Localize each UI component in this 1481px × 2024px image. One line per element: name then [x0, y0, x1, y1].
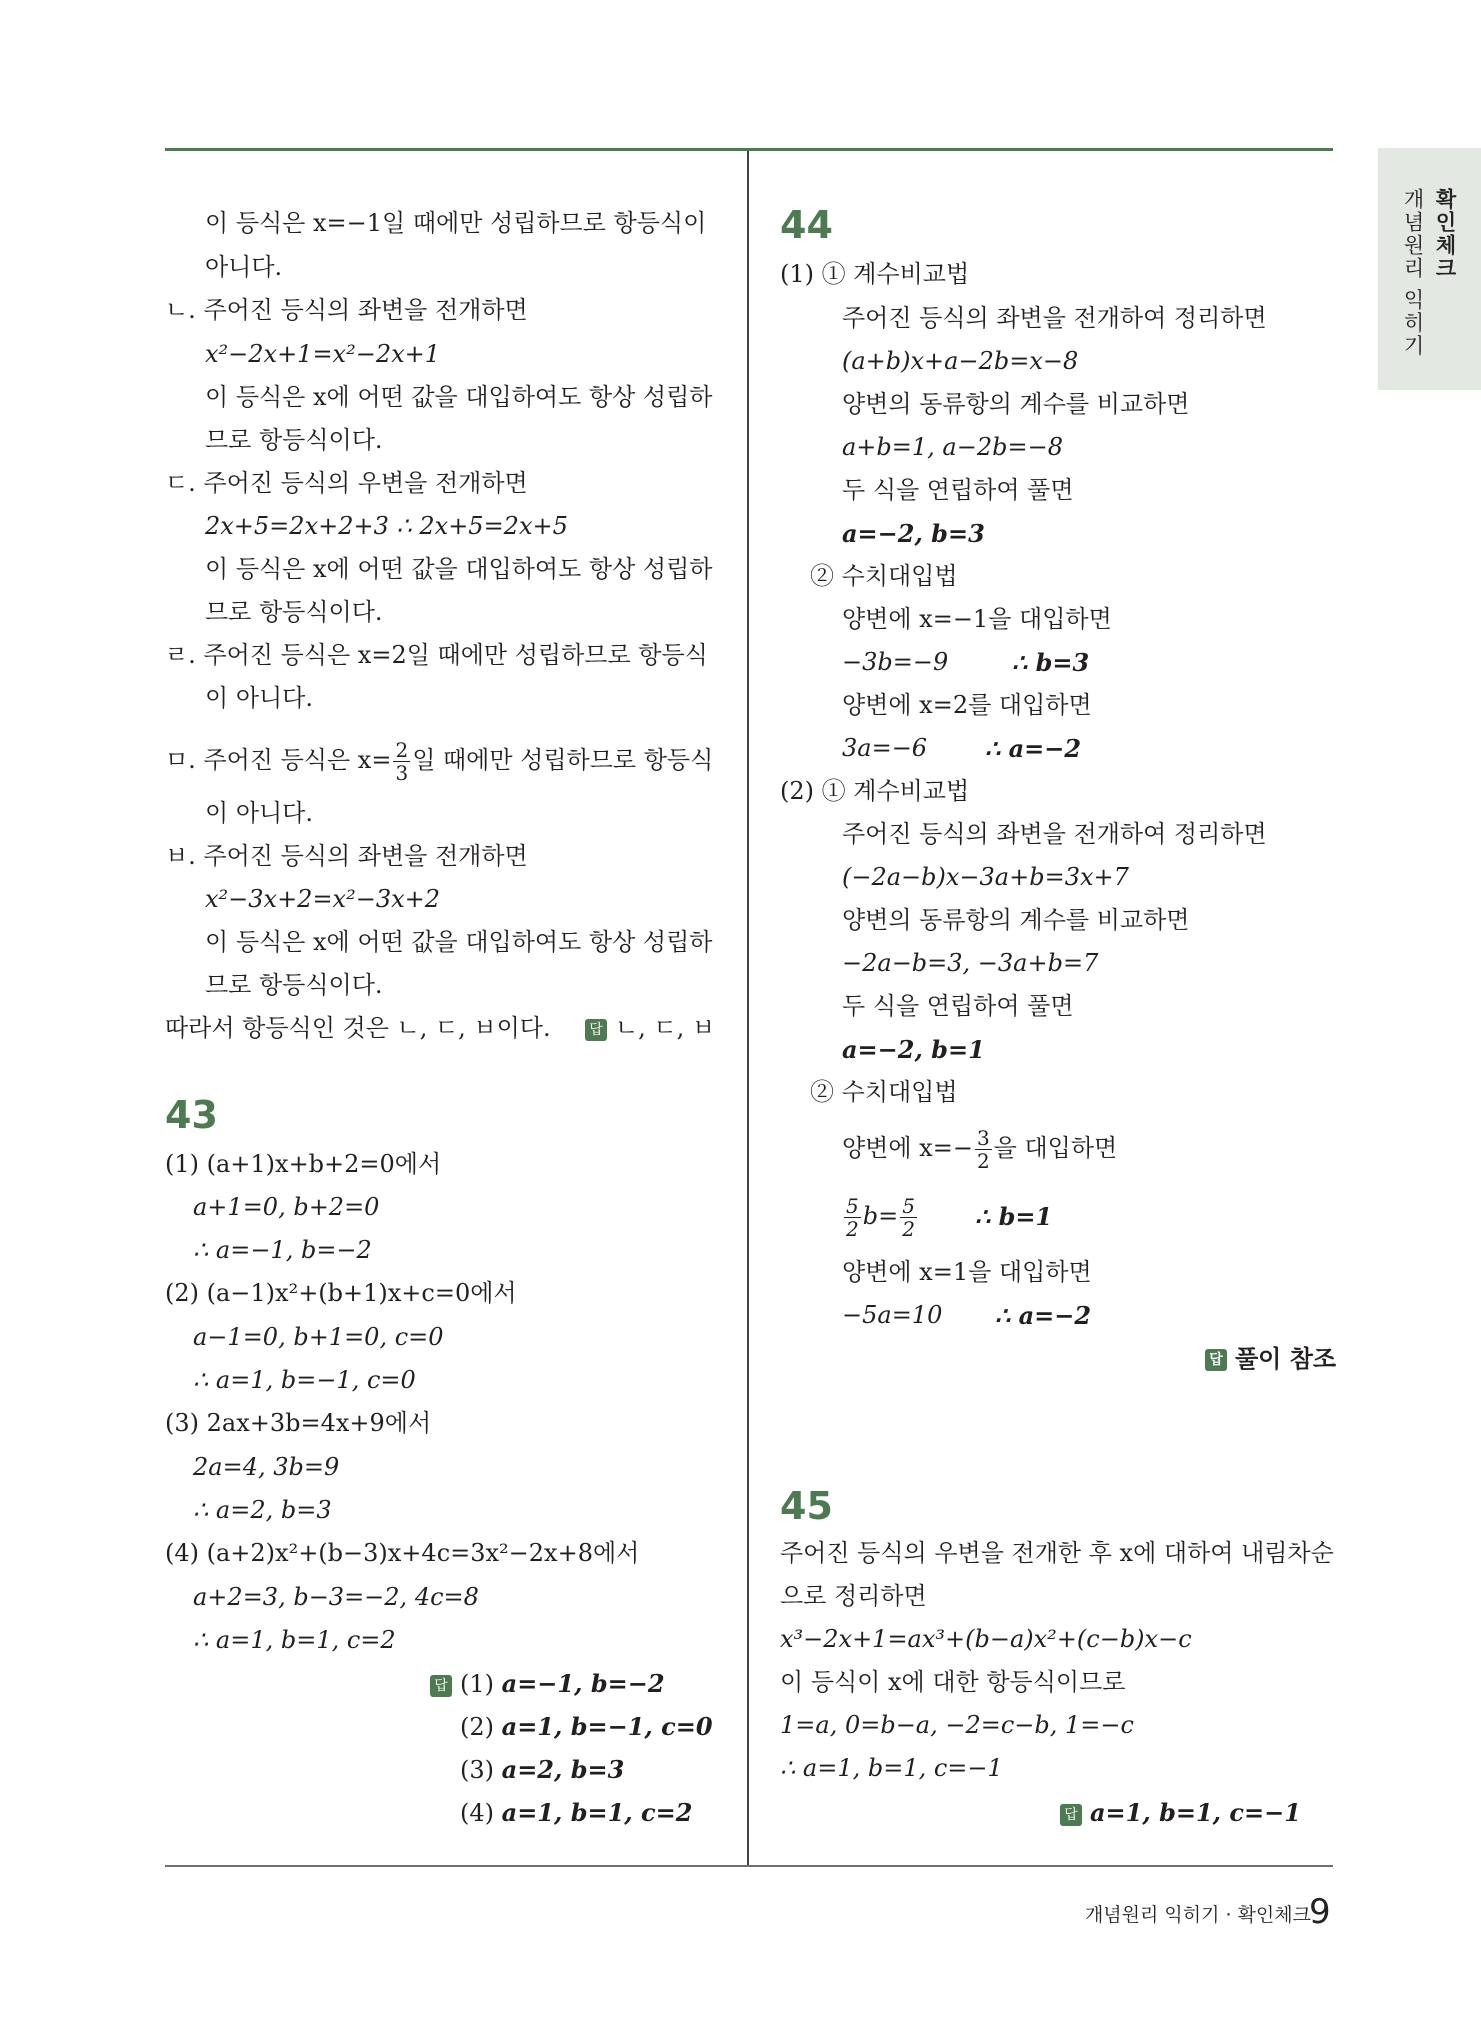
text-line: 이 등식은 x에 어떤 값을 대입하여도 항상 성립하 [205, 555, 713, 583]
answer-line [1060, 1791, 1301, 1834]
answer-line [1205, 1338, 1336, 1381]
text-line: 므로 항등식이다. [205, 426, 383, 454]
text-line: ㄷ. 주어진 등식의 우변을 전개하면 [165, 469, 528, 497]
text-line: 므로 항등식이다. [205, 971, 383, 999]
solution-line: 으로 정리하면 [780, 1582, 927, 1610]
answer-line [585, 1007, 715, 1050]
solution-line: (2) ① 계수비교법 [780, 777, 970, 805]
answer-line [460, 1705, 713, 1748]
solution-line: 두 식을 연립하여 풀면 [842, 476, 1074, 504]
equation: a+1=0, b+2=0 [193, 1193, 380, 1221]
equation: 2x+5=2x+2+3 ∴ 2x+5=2x+5 [205, 512, 568, 540]
result-equation: ∴ b=1 [975, 1202, 1053, 1231]
fraction-equation [842, 1190, 919, 1242]
problem-number-43: 43 [165, 1093, 218, 1137]
solution-line: 양변에 x=1을 대입하면 [842, 1258, 1092, 1286]
answer-badge: 답 [430, 1675, 452, 1697]
fraction-denominator: 2 [902, 1217, 915, 1241]
answer-text: a=−1, b=−2 [501, 1669, 665, 1698]
solution-line: 양변에 x=2를 대입하면 [842, 691, 1092, 719]
equation: x²−2x+1=x²−2x+1 [205, 340, 441, 368]
equation: ∴ a=−1, b=−2 [193, 1236, 372, 1264]
solution-line: ② 수치대입법 [810, 562, 958, 590]
solution-line: 양변의 동류항의 계수를 비교하면 [842, 390, 1190, 418]
fraction [844, 1195, 861, 1240]
answer-number: (2) [460, 1713, 494, 1741]
solution-line: 주어진 등식의 우변을 전개한 후 x에 대하여 내림차순 [780, 1539, 1334, 1567]
side-tab-line1: 개념원리 익히기 [1401, 188, 1425, 358]
solution-line: 양변의 동류항의 계수를 비교하면 [842, 906, 1190, 934]
text-line-fraction [165, 735, 713, 785]
equation: 2a=4, 3b=9 [193, 1453, 340, 1481]
solution-line: 양변에 x=−1을 대입하면 [842, 605, 1112, 633]
equation: (−2a−b)x−3a+b=3x+7 [842, 863, 1129, 891]
answer-badge: 답 [1205, 1349, 1227, 1371]
text-line: 이 아니다. [205, 799, 313, 827]
answer-badge: 답 [585, 1019, 607, 1041]
solution-line: 이 등식이 x에 대한 항등식이므로 [780, 1668, 1126, 1696]
answer-badge: 답 [1060, 1804, 1082, 1826]
fraction-numerator: 3 [976, 1126, 990, 1150]
text-line: 므로 항등식이다. [205, 598, 383, 626]
answer-text: a=1, b=−1, c=0 [501, 1712, 713, 1741]
text-line: ㄹ. 주어진 등식은 x=2일 때에만 성립하므로 항등식 [165, 641, 708, 669]
result-equation: ∴ a=−2 [995, 1301, 1092, 1330]
result-equation: a=−2, b=1 [842, 1035, 985, 1064]
text-line: 이 등식은 x에 어떤 값을 대입하여도 항상 성립하 [205, 383, 713, 411]
equation: ∴ a=1, b=1, c=−1 [780, 1754, 1003, 1782]
problem-number-44: 44 [780, 203, 833, 247]
bottom-rule [165, 1865, 1333, 1867]
top-rule [165, 148, 1333, 151]
answer-number: (3) [460, 1756, 494, 1784]
solution-line: (1) ① 계수비교법 [780, 260, 970, 288]
side-tab [1378, 148, 1481, 390]
equation: −5a=10 [842, 1301, 943, 1329]
answer-text: a=1, b=1, c=−1 [1090, 1798, 1301, 1827]
fraction [393, 739, 410, 784]
equation: a−1=0, b+1=0, c=0 [193, 1323, 444, 1351]
equation: 3a=−6 [842, 734, 928, 762]
answer-text: a=2, b=3 [501, 1755, 625, 1784]
solution-line: (3) 2ax+3b=4x+9에서 [165, 1409, 432, 1437]
answer-text: 풀이 참조 [1235, 1345, 1337, 1373]
text-segment: 양변에 x=− [842, 1134, 973, 1162]
fraction-denominator: 2 [976, 1149, 990, 1173]
equation: a+b=1, a−2b=−8 [842, 433, 1063, 461]
text-line: ㄴ. 주어진 등식의 좌변을 전개하면 [165, 296, 528, 324]
solution-line: (2) (a−1)x²+(b+1)x+c=0에서 [165, 1279, 517, 1307]
answer-line [460, 1791, 692, 1834]
text-segment: 일 때에만 성립하므로 항등식 [412, 746, 714, 774]
fraction [975, 1127, 992, 1172]
fraction [900, 1195, 917, 1240]
solution-line: 주어진 등식의 좌변을 전개하여 정리하면 [842, 820, 1267, 848]
result-equation: a=−2, b=3 [842, 519, 985, 548]
result-equation: ∴ b=3 [1012, 648, 1090, 677]
result-equation: ∴ a=−2 [985, 734, 1082, 763]
text-line: 이 등식은 x=−1일 때에만 성립하므로 항등식이 [205, 209, 707, 237]
text-segment: 을 대입하면 [993, 1134, 1118, 1162]
text-line: 이 등식은 x에 어떤 값을 대입하여도 항상 성립하 [205, 928, 713, 956]
fraction-numerator: 5 [846, 1194, 859, 1218]
problem-number-45: 45 [780, 1484, 833, 1528]
solution-line: (4) (a+2)x²+(b−3)x+4c=3x²−2x+8에서 [165, 1539, 640, 1567]
answer-number: (1) [460, 1670, 494, 1698]
footer-label: 개념원리 익히기 · 확인체크 [1084, 1904, 1311, 1926]
column-divider [747, 151, 749, 1866]
solution-line: 주어진 등식의 좌변을 전개하여 정리하면 [842, 304, 1267, 332]
equation: ∴ a=2, b=3 [193, 1496, 332, 1524]
fraction-denominator: 2 [846, 1217, 859, 1241]
text-line-fraction [842, 1122, 1117, 1174]
text-segment: b= [862, 1202, 899, 1230]
answer-number: (4) [460, 1799, 494, 1827]
fraction-numerator: 5 [902, 1194, 915, 1218]
equation: ∴ a=1, b=−1, c=0 [193, 1366, 416, 1394]
equation: x³−2x+1=ax³+(b−a)x²+(c−b)x−c [780, 1625, 1192, 1653]
text-line: 이 아니다. [205, 684, 313, 712]
fraction-numerator: 2 [395, 738, 409, 762]
equation: (a+b)x+a−2b=x−8 [842, 347, 1079, 375]
answer-line [430, 1662, 665, 1705]
equation: −3b=−9 [842, 648, 949, 676]
solution-line: 두 식을 연립하여 풀면 [842, 992, 1074, 1020]
equation: x²−3x+2=x²−3x+2 [205, 885, 441, 913]
text-line: ㅂ. 주어진 등식의 좌변을 전개하면 [165, 842, 528, 870]
equation: 1=a, 0=b−a, −2=c−b, 1=−c [780, 1711, 1134, 1739]
answer-text: ㄴ, ㄷ, ㅂ [615, 1014, 716, 1042]
text-line: 아니다. [205, 253, 283, 281]
side-tab-line2: 확인체크 [1433, 188, 1457, 280]
equation: ∴ a=1, b=1, c=2 [193, 1626, 396, 1654]
solution-line: ② 수치대입법 [810, 1078, 958, 1106]
text-line: 따라서 항등식인 것은 ㄴ, ㄷ, ㅂ이다. [165, 1014, 551, 1042]
answer-line [460, 1748, 624, 1791]
answer-text: a=1, b=1, c=2 [501, 1798, 693, 1827]
page-number: 9 [1309, 1892, 1331, 1932]
equation: −2a−b=3, −3a+b=7 [842, 949, 1099, 977]
text-segment: ㅁ. 주어진 등식은 x= [165, 746, 392, 774]
solution-line: (1) (a+1)x+b+2=0에서 [165, 1150, 442, 1178]
fraction-denominator: 3 [395, 761, 409, 785]
equation: a+2=3, b−3=−2, 4c=8 [193, 1583, 479, 1611]
